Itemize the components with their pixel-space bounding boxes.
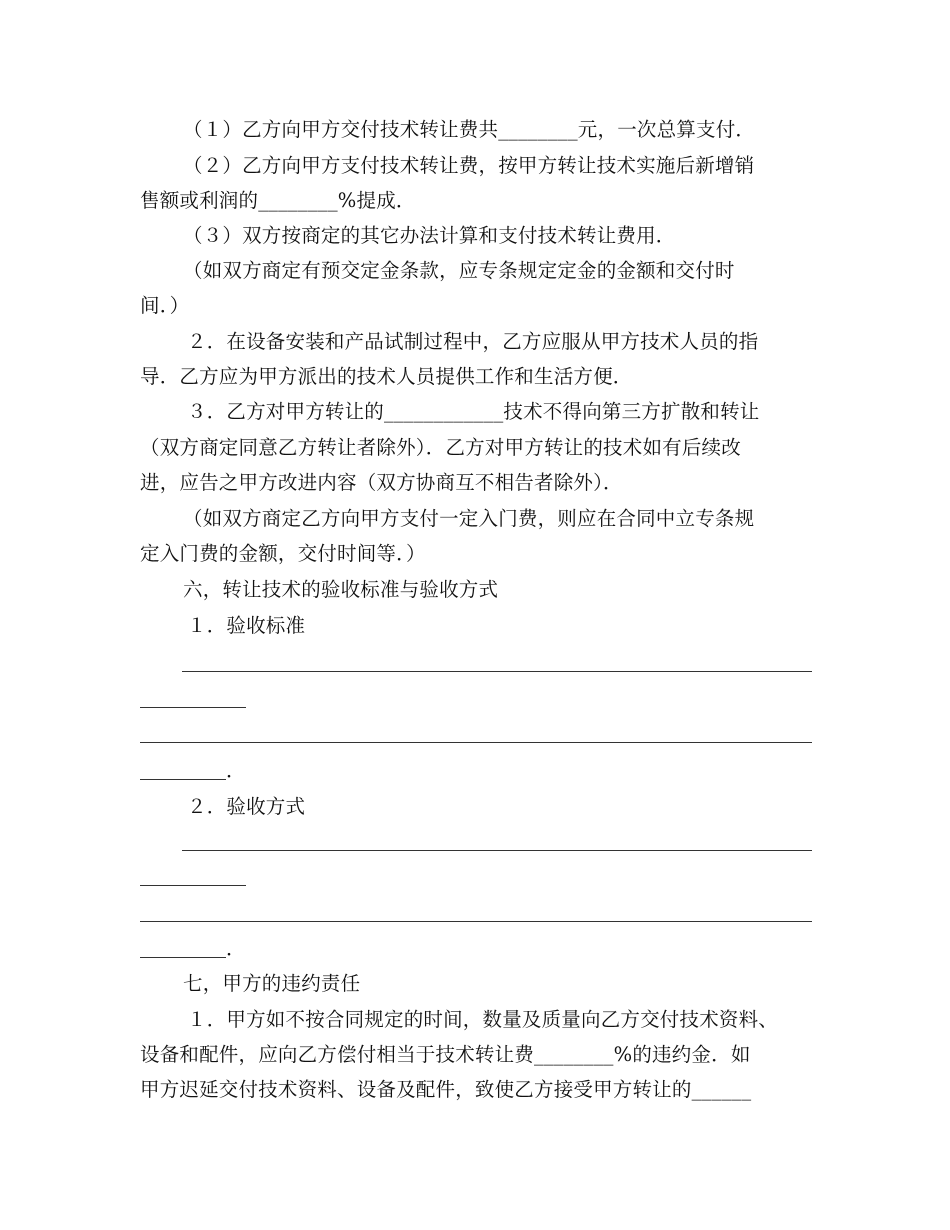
text-line-clause-3-cont-1: （双方商定同意乙方转让者除外）．乙方对甲方转让的技术如有后续改 (140, 436, 741, 459)
text-line-payment-lump-sum: （１）乙方向甲方交付技术转让费共________元，一次总算支付． (183, 118, 756, 141)
subheading-acceptance-standard: １．验收标准 (187, 614, 306, 637)
blank-line (140, 779, 226, 780)
text-line-clause-2: ２．在设备安装和产品试制过程中，乙方应服从甲方技术人员的指 (187, 330, 759, 353)
text-line-deposit-note-cont: 间．） (140, 294, 190, 317)
blank-period: ． (226, 937, 246, 960)
blank-line (182, 850, 812, 851)
text-line-entry-fee-note-cont: 定入门费的金额，交付时间等．） (140, 542, 426, 565)
blank-line (140, 742, 812, 743)
subheading-acceptance-method: ２．验收方式 (187, 795, 306, 818)
blank-line (140, 957, 226, 958)
text-line-clause-3-cont-2: 进，应告之甲方改进内容（双方协商互不相告者除外）． (140, 471, 623, 494)
blank-line (182, 671, 812, 672)
text-line-deposit-note: （如双方商定有预交定金条款，应专条规定定金的金额和交付时 (183, 259, 735, 282)
blank-period: ． (226, 759, 246, 782)
section-heading-acceptance: 六，转让技术的验收标准与验收方式 (183, 578, 499, 601)
blank-line (140, 885, 246, 886)
text-line-clause-2-cont: 导．乙方应为甲方派出的技术人员提供工作和生活方便． (140, 365, 633, 388)
text-line-payment-other: （３）双方按商定的其它办法计算和支付技术转让费用． (183, 224, 676, 247)
text-line-liability-1-cont-1: 设备和配件，应向乙方偿付相当于技术转让费________%的违约金．如 (140, 1043, 751, 1066)
text-line-liability-1: １．甲方如不按合同规定的时间，数量及质量向乙方交付技术资料、 (187, 1008, 779, 1031)
text-line-payment-percentage: （２）乙方向甲方支付技术转让费，按甲方转让技术实施后新增销 (183, 154, 755, 177)
blank-line (140, 707, 246, 708)
text-line-clause-3: ３．乙方对甲方转让的____________技术不得向第三方扩散和转让 (187, 400, 760, 423)
text-line-payment-percentage-cont: 售额或利润的________%提成． (140, 189, 416, 212)
text-line-entry-fee-note: （如双方商定乙方向甲方支付一定入门费，则应在合同中立专条规 (183, 507, 755, 530)
section-heading-party-a-liability: 七，甲方的违约责任 (183, 972, 361, 995)
blank-line (140, 921, 812, 922)
text-line-liability-1-cont-2: 甲方迟延交付技术资料、设备及配件，致使乙方接受甲方转让的______ (140, 1078, 752, 1101)
